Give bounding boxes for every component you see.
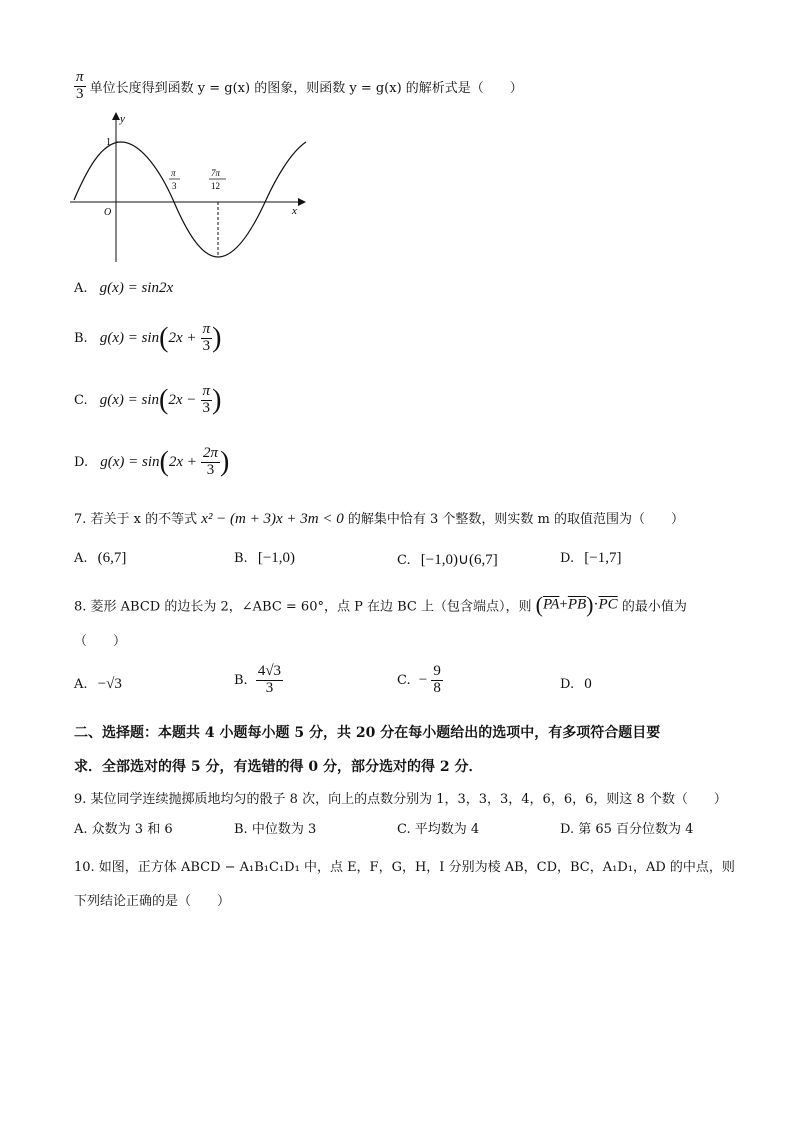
q7-option-d-value: [−1,7] (584, 550, 622, 566)
q6-stem-text: 单位长度得到函数 y = g(x) 的图象，则函数 y = g(x) 的解析式是（ ） (89, 80, 523, 96)
q8-text-3: （ ） (74, 634, 127, 649)
q6-option-d-letter: D. (74, 454, 89, 470)
q6-option-c-letter: C. (74, 392, 88, 408)
q7-option-a (74, 550, 126, 567)
q6-option-d-lparen: ( (159, 446, 169, 478)
q8-dot: · (593, 596, 599, 613)
q6-option-d-rparen: ) (220, 446, 230, 478)
q8-stem-line2 (74, 630, 126, 649)
q6-option-c-inner: 2x − (168, 391, 197, 408)
q10-line2: 下列结论正确的是（ ） (74, 894, 231, 909)
q6-stem (74, 70, 523, 103)
q8-option-d-value: 0 (584, 676, 592, 692)
tick2-den: 12 (211, 181, 220, 191)
y-axis-arrow (112, 112, 120, 120)
q8-option-b-fraction (256, 664, 283, 697)
q6-option-d-inner: 2x + (168, 453, 197, 470)
q9-option-d: D. 第 65 百分位数为 4 (560, 822, 694, 837)
q7-option-b-letter: B. (234, 551, 248, 566)
q8-text-2: 的最小值为 (621, 599, 687, 615)
q8-plus: + (559, 596, 568, 613)
y-one-label: 1 (106, 137, 111, 148)
q6-option-c-fraction (201, 384, 213, 417)
q7-option-d (560, 550, 621, 567)
q8-option-b-letter: B. (234, 672, 248, 688)
q6-option-c-den: 3 (202, 399, 211, 416)
q6-option-b-letter: B. (74, 330, 88, 346)
section2-line2: 求．全部选对的得 5 分，有选错的得 0 分，部分选对的得 2 分． (74, 759, 483, 775)
q8-option-b-num: 4√3 (257, 663, 282, 679)
q8-option-c-num: 9 (433, 663, 441, 679)
q9-option-b: B. 中位数为 3 (234, 822, 317, 837)
q6-option-b-rparen: ) (212, 322, 222, 354)
tick2-num: 7π (211, 168, 221, 178)
q7-text-post: 的解集中恰有 3 个整数，则实数 m 的取值范围为（ ） (347, 512, 685, 527)
q7-option-a-value: (6,7] (97, 550, 127, 566)
q8-vec-open: ( (535, 592, 543, 617)
q8-vec-close: ) (586, 592, 594, 617)
q7-option-c-value: [−1,0)∪(6,7] (420, 552, 498, 568)
q6-option-b-inner: 2x + (168, 329, 197, 346)
tick1-den: 3 (172, 181, 177, 191)
q8-option-b (234, 664, 283, 697)
q7-text-pre: 7. 若关于 x 的不等式 (74, 512, 198, 527)
q8-text-1: 8. 菱形 ABCD 的边长为 2，∠ABC = 60°，点 P 在边 BC 上（包含端点），则 (74, 599, 532, 615)
q8-option-c-den: 8 (433, 679, 441, 696)
q8-option-c (397, 664, 443, 697)
q8-option-a-value: −√3 (97, 676, 122, 692)
y-axis-label: y (120, 113, 125, 125)
q6-option-d-num: 2π (203, 445, 219, 461)
q7-option-d-letter: D. (560, 551, 575, 566)
q8-option-c-letter: C. (397, 672, 411, 688)
origin-label: O (104, 207, 112, 218)
q6-option-d-fraction (201, 446, 220, 479)
q6-option-b-num: π (202, 321, 211, 337)
q8-option-c-fraction (431, 664, 443, 697)
q8-option-b-den: 3 (265, 679, 274, 696)
q8-option-d (560, 676, 592, 693)
q6-stem-frac-num: π (76, 69, 84, 85)
x-axis-arrow (298, 198, 306, 206)
q8-vec-pa: $\overline{PA}$ (542, 596, 560, 613)
q6-option-c-rparen: ) (212, 384, 222, 416)
q6-option-c-lparen: ( (159, 384, 169, 416)
q7-option-c (397, 550, 498, 569)
q8-option-a-letter: A. (74, 677, 88, 692)
q8-option-a (74, 676, 122, 693)
q8-option-c-sign: − (418, 671, 428, 688)
q6-option-a-letter: A. (74, 281, 88, 296)
q7-option-b-value: [−1,0) (257, 550, 296, 566)
q7-stem (74, 508, 684, 528)
q9-stem: 9. 某位同学连续抛掷质地均匀的骰子 8 次，向上的点数分别为 1，3，3，3，4，6，6，6，则这 8 个数（ ） (74, 792, 727, 807)
tick1-num: π (171, 168, 176, 178)
q6-option-b-prefix: g(x) = sin (99, 329, 160, 346)
q6-option-a-expr: g(x) = sin2x (99, 280, 174, 296)
q6-option-b-lparen: ( (159, 322, 169, 354)
q6-option-d (74, 446, 229, 479)
x-axis-label: x (292, 205, 297, 217)
q6-option-d-den: 3 (206, 461, 215, 478)
q7-option-a-letter: A. (74, 551, 88, 566)
section2-line1: 二、选择题：本题共 4 小题每小题 5 分，共 20 分在每小题给出的选项中，有多项符合题目要 (74, 725, 661, 741)
q9-option-c: C. 平均数为 4 (397, 822, 480, 837)
q6-graph (66, 112, 316, 267)
sine-curve (74, 142, 306, 257)
q7-expr: x² − (m + 3)x + 3m < 0 (201, 511, 344, 527)
q9-option-a: A. 众数为 3 和 6 (74, 822, 173, 837)
q7-option-b (234, 550, 295, 567)
q8-option-d-letter: D. (560, 677, 575, 692)
q6-option-c (74, 384, 221, 417)
q6-option-d-prefix: g(x) = sin (100, 453, 160, 470)
q8-vec-pb: $\overline{PB}$ (567, 596, 587, 613)
q6-option-b (74, 322, 221, 355)
q7-option-c-letter: C. (397, 553, 411, 568)
q6-stem-frac-den: 3 (76, 85, 84, 102)
q6-option-b-den: 3 (202, 337, 211, 354)
q6-option-b-fraction (201, 322, 213, 355)
q6-option-c-num: π (202, 383, 211, 399)
q8-stem-line1 (74, 592, 687, 618)
q6-option-a (74, 280, 173, 297)
q6-option-c-prefix: g(x) = sin (99, 391, 160, 408)
q10-line1: 10. 如图，正方体 ABCD − A₁B₁C₁D₁ 中，点 E，F，G，H，I 分别为棱 AB，CD，BC，A₁D₁，AD 的中点，则 (74, 860, 735, 875)
q6-stem-fraction (74, 70, 86, 103)
q8-vec-pc: $\overline{PC}$ (598, 596, 618, 613)
